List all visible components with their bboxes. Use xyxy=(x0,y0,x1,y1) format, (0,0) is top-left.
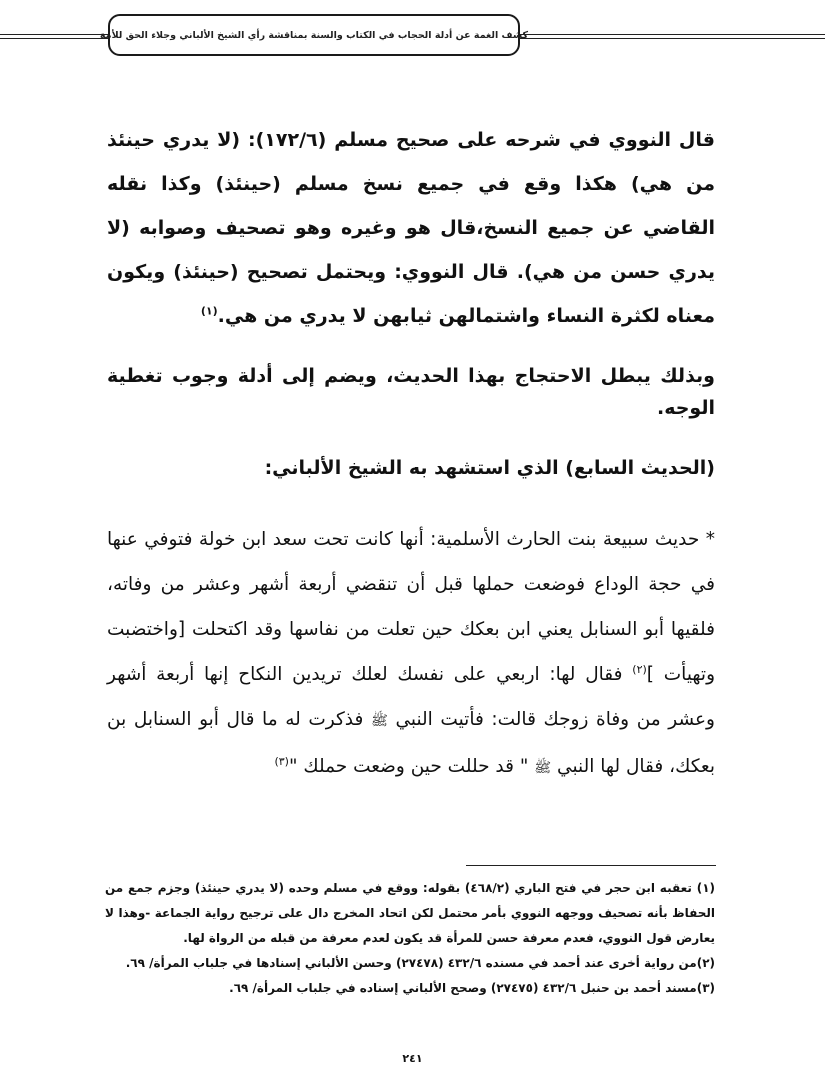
paragraph-hadith-subaya xyxy=(107,517,715,791)
main-content xyxy=(107,118,715,791)
paragraph-nawawi-commentary xyxy=(107,118,715,338)
hadith-text-part-4: " قد حللت حين وضعت حملك " xyxy=(288,756,535,777)
footnote-separator xyxy=(466,865,716,866)
section-heading: (الحديث السابع) الذي استشهد به الشيخ الألباني: xyxy=(264,457,715,479)
footnote-2: (٢)من رواية أخرى عند أحمد في مسنده ٤٣٢/٦ (٢٧٤٧٨) وحسن الألباني إسنادها في جلباب المرأة/ ٦٩. xyxy=(125,956,715,970)
footnote-3: (٣)مسند أحمد بن حنبل ٤٣٢/٦ (٢٧٤٧٥) وصحح الألباني إسناده في جلباب المرأة/ ٦٩. xyxy=(229,981,715,995)
paragraph-text: قال النووي في شرحه على صحيح مسلم (١٧٢/٦): (لا يدري حينئذ من هي) هكذا وقع في جميع نسخ مسلم (حينئذ) وكذا نقله القاضي عن جميع النسخ،قال هو وغيره وهو تصحيف وصوابه (لا يدري حسن من هي). قال النووي: ويحتمل تصحيح (حينئذ) ويكون معناه لكثرة النساء واشتمالهن ثيابهن لا يدري من هي. xyxy=(107,129,715,327)
footnotes xyxy=(105,876,715,1001)
footnote-ref-2[interactable]: (٢) xyxy=(632,662,647,676)
hadith-text-part-1: * حديث سبيعة بنت الحارث الأسلمية: أنها كانت تحت سعد ابن خولة فتوفي عنها في حجة الوداع فوضعت حملها قبل أن تنقضي أربعة أشهر وعشر من وفاته، فلقيها أبو السنابل يعني ابن بعكك حين تعلت من نفاسها وقد اكتحلت [واختضبت وتهيأت ] xyxy=(107,529,716,685)
footnote-ref-3[interactable]: (٣) xyxy=(274,754,289,768)
paragraph-conclusion: وبذلك يبطل الاحتجاج بهذا الحديث، ويضم إلى أدلة وجوب تغطية الوجه. xyxy=(107,365,715,419)
hadith-text-part-3: فذكرت له ما قال أبو السنابل بن بعكك، فقال لها النبي xyxy=(107,709,715,777)
footnote-1: (١) تعقبه ابن حجر في فتح الباري (٤٦٨/٢) بقوله: ووقع في مسلم وحده (لا يدري حينئذ) وجزم جمع من الحفاظ بأنه تصحيف ووجهه النووي بأمر محتمل لكن اتحاد المخرج دال على ترجيح رواية الجماعة -وهذا لا يعارض قول النووي، فعدم معرفة حسن للمرأة قد يكون لعدم معرفة من قبله من الرواة لها. xyxy=(105,881,715,945)
footnote-ref-1[interactable]: (١) xyxy=(200,304,218,318)
salawat-honorific-icon: ﷺ xyxy=(370,713,388,729)
page-number: ٢٤١ xyxy=(402,1052,423,1065)
book-title: كشف الغمة عن أدلة الحجاب في الكتاب والسنة بمناقشة رأي الشيخ الألباني وجلاء الحق للأمة xyxy=(99,29,529,41)
hadith-text-part-2: فقال لها: اربعي على نفسك لعلك تريدين النكاح إنها أربعة أشهر وعشر من وفاة زوجك قالت: فأتيت النبي xyxy=(107,664,715,730)
salawat-honorific-icon: ﷺ xyxy=(534,760,552,776)
running-header xyxy=(99,14,529,56)
